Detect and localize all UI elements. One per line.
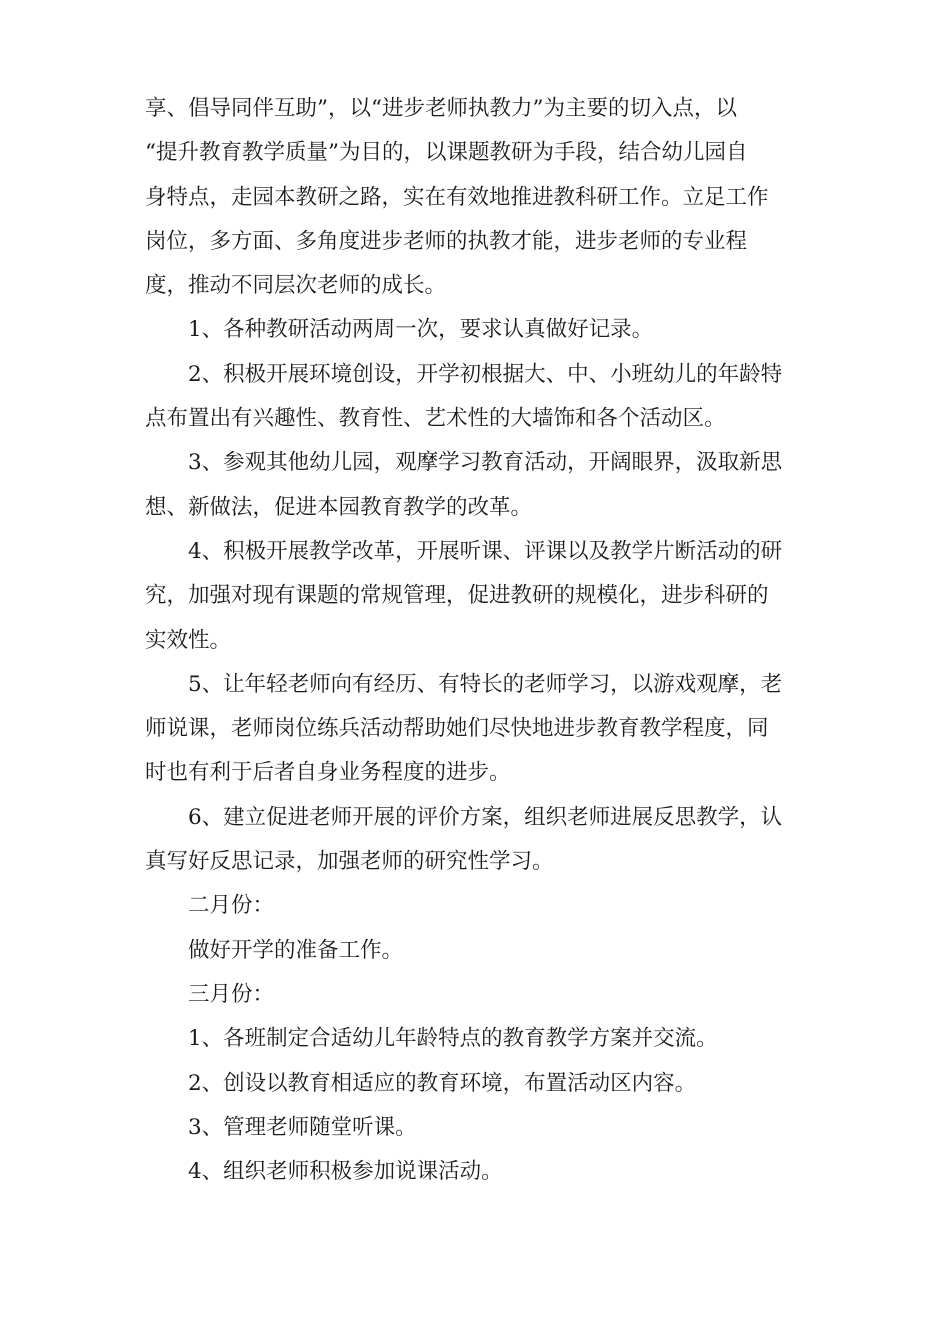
list-item: 4、积极开展教学改革，开展听课、评课以及教学片断活动的研 [188, 538, 783, 564]
text-line: 享、倡导同伴互助”，以“进步老师执教力”为主要的切入点，以 [145, 96, 737, 121]
section-heading: 三月份： [188, 981, 275, 1007]
text-line: “提升教育教学质量”为目的，以课题教研为手段，结合幼儿园自 [145, 140, 748, 166]
document-body [145, 87, 810, 1194]
text-line: 点布置出有兴趣性、教育性、艺术性的大墙饰和各个活动区。 [145, 406, 726, 432]
list-item: 2、积极开展环境创设，开学初根据大、中、小班幼儿的年龄特 [188, 361, 783, 387]
list-item: 3、参观其他幼儿园，观摩学习教育活动，开阔眼界，汲取新思 [188, 450, 783, 476]
text-line: 时也有利于后者自身业务程度的进步。 [145, 760, 511, 786]
text-line: 身特点，走园本教研之路，实在有效地推进教科研工作。立足工作 [145, 184, 769, 210]
text-line: 究，加强对现有课题的常规管理，促进教研的规模化，进步科研的 [145, 583, 769, 609]
text-line: 做好开学的准备工作。 [188, 937, 404, 963]
list-item: 6、建立促进老师开展的评价方案，组织老师进展反思教学，认 [188, 804, 783, 830]
text-line: 度，推动不同层次老师的成长。 [145, 273, 447, 299]
text-line: 实效性。 [145, 627, 232, 653]
text-line: 想、新做法，促进本园教育教学的改革。 [145, 494, 533, 520]
list-item: 5、让年轻老师向有经历、有特长的老师学习，以游戏观摩，老 [188, 671, 783, 697]
section-heading: 二月份： [188, 893, 275, 919]
text-line: 师说课，老师岗位练兵活动帮助她们尽快地进步教育教学程度，同 [145, 716, 769, 742]
list-item: 2、创设以教育相适应的教育环境，布置活动区内容。 [188, 1070, 697, 1096]
text-line: 真写好反思记录，加强老师的研究性学习。 [145, 849, 554, 875]
list-item: 4、组织老师积极参加说课活动。 [188, 1159, 503, 1185]
text-line: 岗位，多方面、多角度进步老师的执教才能，进步老师的专业程 [145, 228, 748, 254]
list-item: 3、管理老师随堂听课。 [188, 1114, 417, 1140]
list-item: 1、各种教研活动两周一次，要求认真做好记录。 [188, 317, 654, 343]
list-item: 1、各班制定合适幼儿年龄特点的教育教学方案并交流。 [188, 1026, 718, 1052]
